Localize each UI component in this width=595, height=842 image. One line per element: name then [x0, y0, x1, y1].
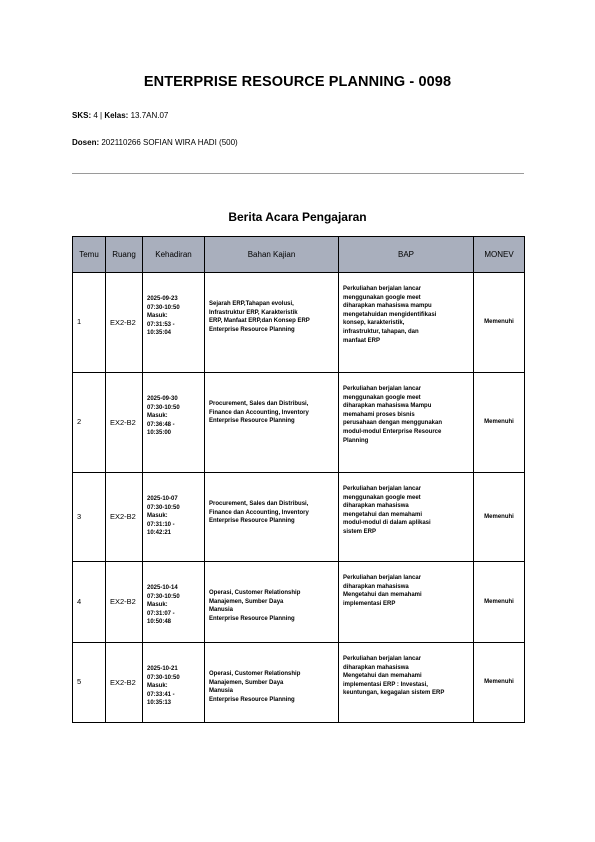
kehadiran-line: 07:31:10 - — [147, 521, 175, 528]
bap-line: diharapkan mahasiswa — [343, 583, 409, 590]
kehadiran-line: Masuk: — [147, 683, 168, 690]
bahan-kajian-line: Enterprise Resource Planning — [209, 696, 295, 703]
bap-line: Mengetahui dan memahami — [343, 673, 422, 680]
bap-line: sistem ERP — [343, 528, 377, 535]
kelas-value: 13.7AN.07 — [128, 111, 169, 120]
bap-line: implementasi ERP — [343, 600, 396, 607]
bahan-kajian-line: Manajemen, Sumber Daya — [209, 679, 284, 686]
bahan-kajian-cell — [205, 473, 339, 562]
kehadiran-line: 2025-10-14 — [147, 585, 178, 591]
bahan-kajian-cell — [205, 373, 339, 473]
kehadiran-cell — [143, 562, 205, 643]
kehadiran-line: 07:33:41 - — [147, 691, 175, 698]
bahan-kajian-line: Procurement, Sales dan Distribusi, — [209, 501, 309, 507]
bahan-kajian-cell — [205, 273, 339, 373]
bap-line: implementasi ERP : Investasi, — [343, 681, 428, 688]
kehadiran-line: 07:30-10:50 — [147, 304, 180, 311]
ruang-cell: EX2-B2 — [106, 562, 143, 643]
bap-cell — [339, 562, 474, 643]
bap-line: konsep, karakteristik, — [343, 320, 405, 327]
kehadiran-line: 07:30-10:50 — [147, 593, 180, 600]
ruang-cell: EX2-B2 — [106, 473, 143, 562]
dosen-value: 202110266 SOFIAN WIRA HADI (500) — [99, 138, 238, 147]
bap-line: infrastruktur, tahapan, dan — [343, 328, 419, 335]
column-header-bap: BAP — [339, 237, 474, 273]
bap-line: modul-modul Enterprise Resource — [343, 428, 442, 435]
bap-line: diharapkan mahasiswa — [343, 664, 409, 671]
bap-line: modul-modul di dalam aplikasi — [343, 520, 431, 527]
temu-cell: 2 — [73, 373, 106, 473]
bahan-kajian-line: Enterprise Resource Planning — [209, 418, 295, 425]
sks-label: SKS: — [72, 111, 92, 120]
kehadiran-line: Masuk: — [147, 513, 168, 520]
bap-line: Perkuliahan berjalan lancar — [343, 656, 422, 662]
column-header-ruang: Ruang — [106, 237, 143, 273]
kehadiran-line: 07:30-10:50 — [147, 504, 180, 511]
kehadiran-line: 10:35:13 — [147, 700, 172, 707]
bap-line: Perkuliahan berjalan lancar — [343, 286, 422, 292]
ruang-cell: EX2-B2 — [106, 273, 143, 373]
kehadiran-line: 2025-10-07 — [147, 496, 178, 502]
monev-cell: Memenuhi — [474, 562, 525, 643]
dosen-label: Dosen: — [72, 138, 100, 147]
kehadiran-cell — [143, 643, 205, 723]
table-row — [73, 643, 525, 723]
bahan-kajian-line: Manajemen, Sumber Daya — [209, 598, 284, 605]
temu-cell: 5 — [73, 643, 106, 723]
kehadiran-line: 07:30-10:50 — [147, 674, 180, 681]
kehadiran-cell — [143, 373, 205, 473]
bap-line: mengetahuidan mengidentifikasi — [343, 311, 437, 318]
bahan-kajian-line: ERP, Manfaat ERP,dan Konsep ERP — [209, 318, 310, 325]
bap-line: Perkuliahan berjalan lancar — [343, 575, 422, 581]
bap-line: memahami proses bisnis — [343, 411, 415, 418]
bap-line: diharapkan mahasiswa Mampu — [343, 403, 432, 410]
kehadiran-line: Masuk: — [147, 313, 168, 320]
bahan-kajian-line: Procurement, Sales dan Distribusi, — [209, 401, 309, 407]
bahan-kajian-line: Enterprise Resource Planning — [209, 326, 295, 333]
bap-cell — [339, 373, 474, 473]
bap-line: Perkuliahan berjalan lancar — [343, 386, 422, 392]
kelas-label: Kelas: — [104, 111, 129, 120]
lecturer-info — [72, 138, 238, 147]
bahan-kajian-line: Operasi, Customer Relationship — [209, 671, 301, 677]
bap-cell — [339, 473, 474, 562]
table-row — [73, 273, 525, 373]
bap-line: menggunakan google meet — [343, 394, 421, 401]
kehadiran-line: 07:36:48 - — [147, 421, 175, 428]
temu-cell: 3 — [73, 473, 106, 562]
monev-cell: Memenuhi — [474, 473, 525, 562]
table-header-row — [73, 237, 525, 273]
bahan-kajian-line: Manusia — [209, 688, 234, 695]
bahan-kajian-line: Finance dan Accounting, Inventory — [209, 409, 309, 416]
ruang-cell: EX2-B2 — [106, 373, 143, 473]
bap-line: diharapkan mahasiswa mampu — [343, 303, 432, 310]
kehadiran-line: 2025-10-21 — [147, 666, 178, 672]
kehadiran-line: 07:31:53 - — [147, 321, 175, 328]
bahan-kajian-cell — [205, 562, 339, 643]
bap-cell — [339, 273, 474, 373]
bahan-kajian-line: Finance dan Accounting, Inventory — [209, 509, 309, 516]
bahan-kajian-cell — [205, 643, 339, 723]
bap-cell — [339, 643, 474, 723]
monev-cell: Memenuhi — [474, 273, 525, 373]
bap-line: keuntungan, kegagalan sistem ERP — [343, 690, 445, 697]
kehadiran-line: 07:31:07 - — [147, 610, 175, 617]
bap-line: diharapkan mahasiswa — [343, 503, 409, 510]
bap-line: mengetahui dan memahami — [343, 511, 423, 518]
table-row — [73, 562, 525, 643]
course-info — [72, 111, 168, 120]
bahan-kajian-line: Sejarah ERP,Tahapan evolusi, — [209, 301, 294, 307]
bap-line: Mengetahui dan memahami — [343, 592, 422, 599]
bap-line: menggunakan google meet — [343, 294, 421, 301]
page-title: ENTERPRISE RESOURCE PLANNING - 0098 — [143, 74, 452, 90]
kehadiran-line: 07:30-10:50 — [147, 404, 180, 411]
kehadiran-cell — [143, 273, 205, 373]
column-header-monev: MONEV — [474, 237, 525, 273]
kehadiran-line: 10:35:04 — [147, 330, 172, 337]
kehadiran-line: Masuk: — [147, 413, 168, 420]
temu-cell: 4 — [73, 562, 106, 643]
bahan-kajian-line: Enterprise Resource Planning — [209, 518, 295, 525]
bap-line: menggunakan google meet — [343, 494, 421, 501]
bap-line: manfaat ERP — [343, 337, 381, 344]
bap-line: perusahaan dengan menggunakan — [343, 420, 443, 427]
bahan-kajian-line: Infrastruktur ERP, Karakteristik — [209, 309, 298, 316]
section-title: Berita Acara Pengajaran — [228, 210, 367, 224]
kehadiran-cell — [143, 473, 205, 562]
kehadiran-line: 10:35:00 — [147, 430, 172, 437]
kehadiran-line: Masuk: — [147, 602, 168, 609]
column-header-temu: Temu — [73, 237, 106, 273]
ruang-cell: EX2-B2 — [106, 643, 143, 723]
kehadiran-line: 10:42:21 — [147, 530, 172, 537]
table-row — [73, 373, 525, 473]
monev-cell: Memenuhi — [474, 643, 525, 723]
kehadiran-line: 10:50:48 — [147, 619, 172, 626]
column-header-bahan-kajian: Bahan Kajian — [205, 237, 339, 273]
column-header-kehadiran: Kehadiran — [143, 237, 205, 273]
bahan-kajian-line: Manusia — [209, 607, 234, 614]
temu-cell: 1 — [73, 273, 106, 373]
bap-line: Planning — [343, 437, 369, 444]
divider — [72, 173, 524, 174]
bahan-kajian-line: Operasi, Customer Relationship — [209, 590, 301, 596]
bahan-kajian-line: Enterprise Resource Planning — [209, 615, 295, 622]
table-row — [73, 473, 525, 562]
kehadiran-line: 2025-09-23 — [147, 296, 178, 302]
bap-line: Perkuliahan berjalan lancar — [343, 486, 422, 492]
sks-value: 4 | — [91, 111, 105, 120]
teaching-record-table — [72, 236, 525, 723]
monev-cell: Memenuhi — [474, 373, 525, 473]
kehadiran-line: 2025-09-30 — [147, 396, 178, 402]
